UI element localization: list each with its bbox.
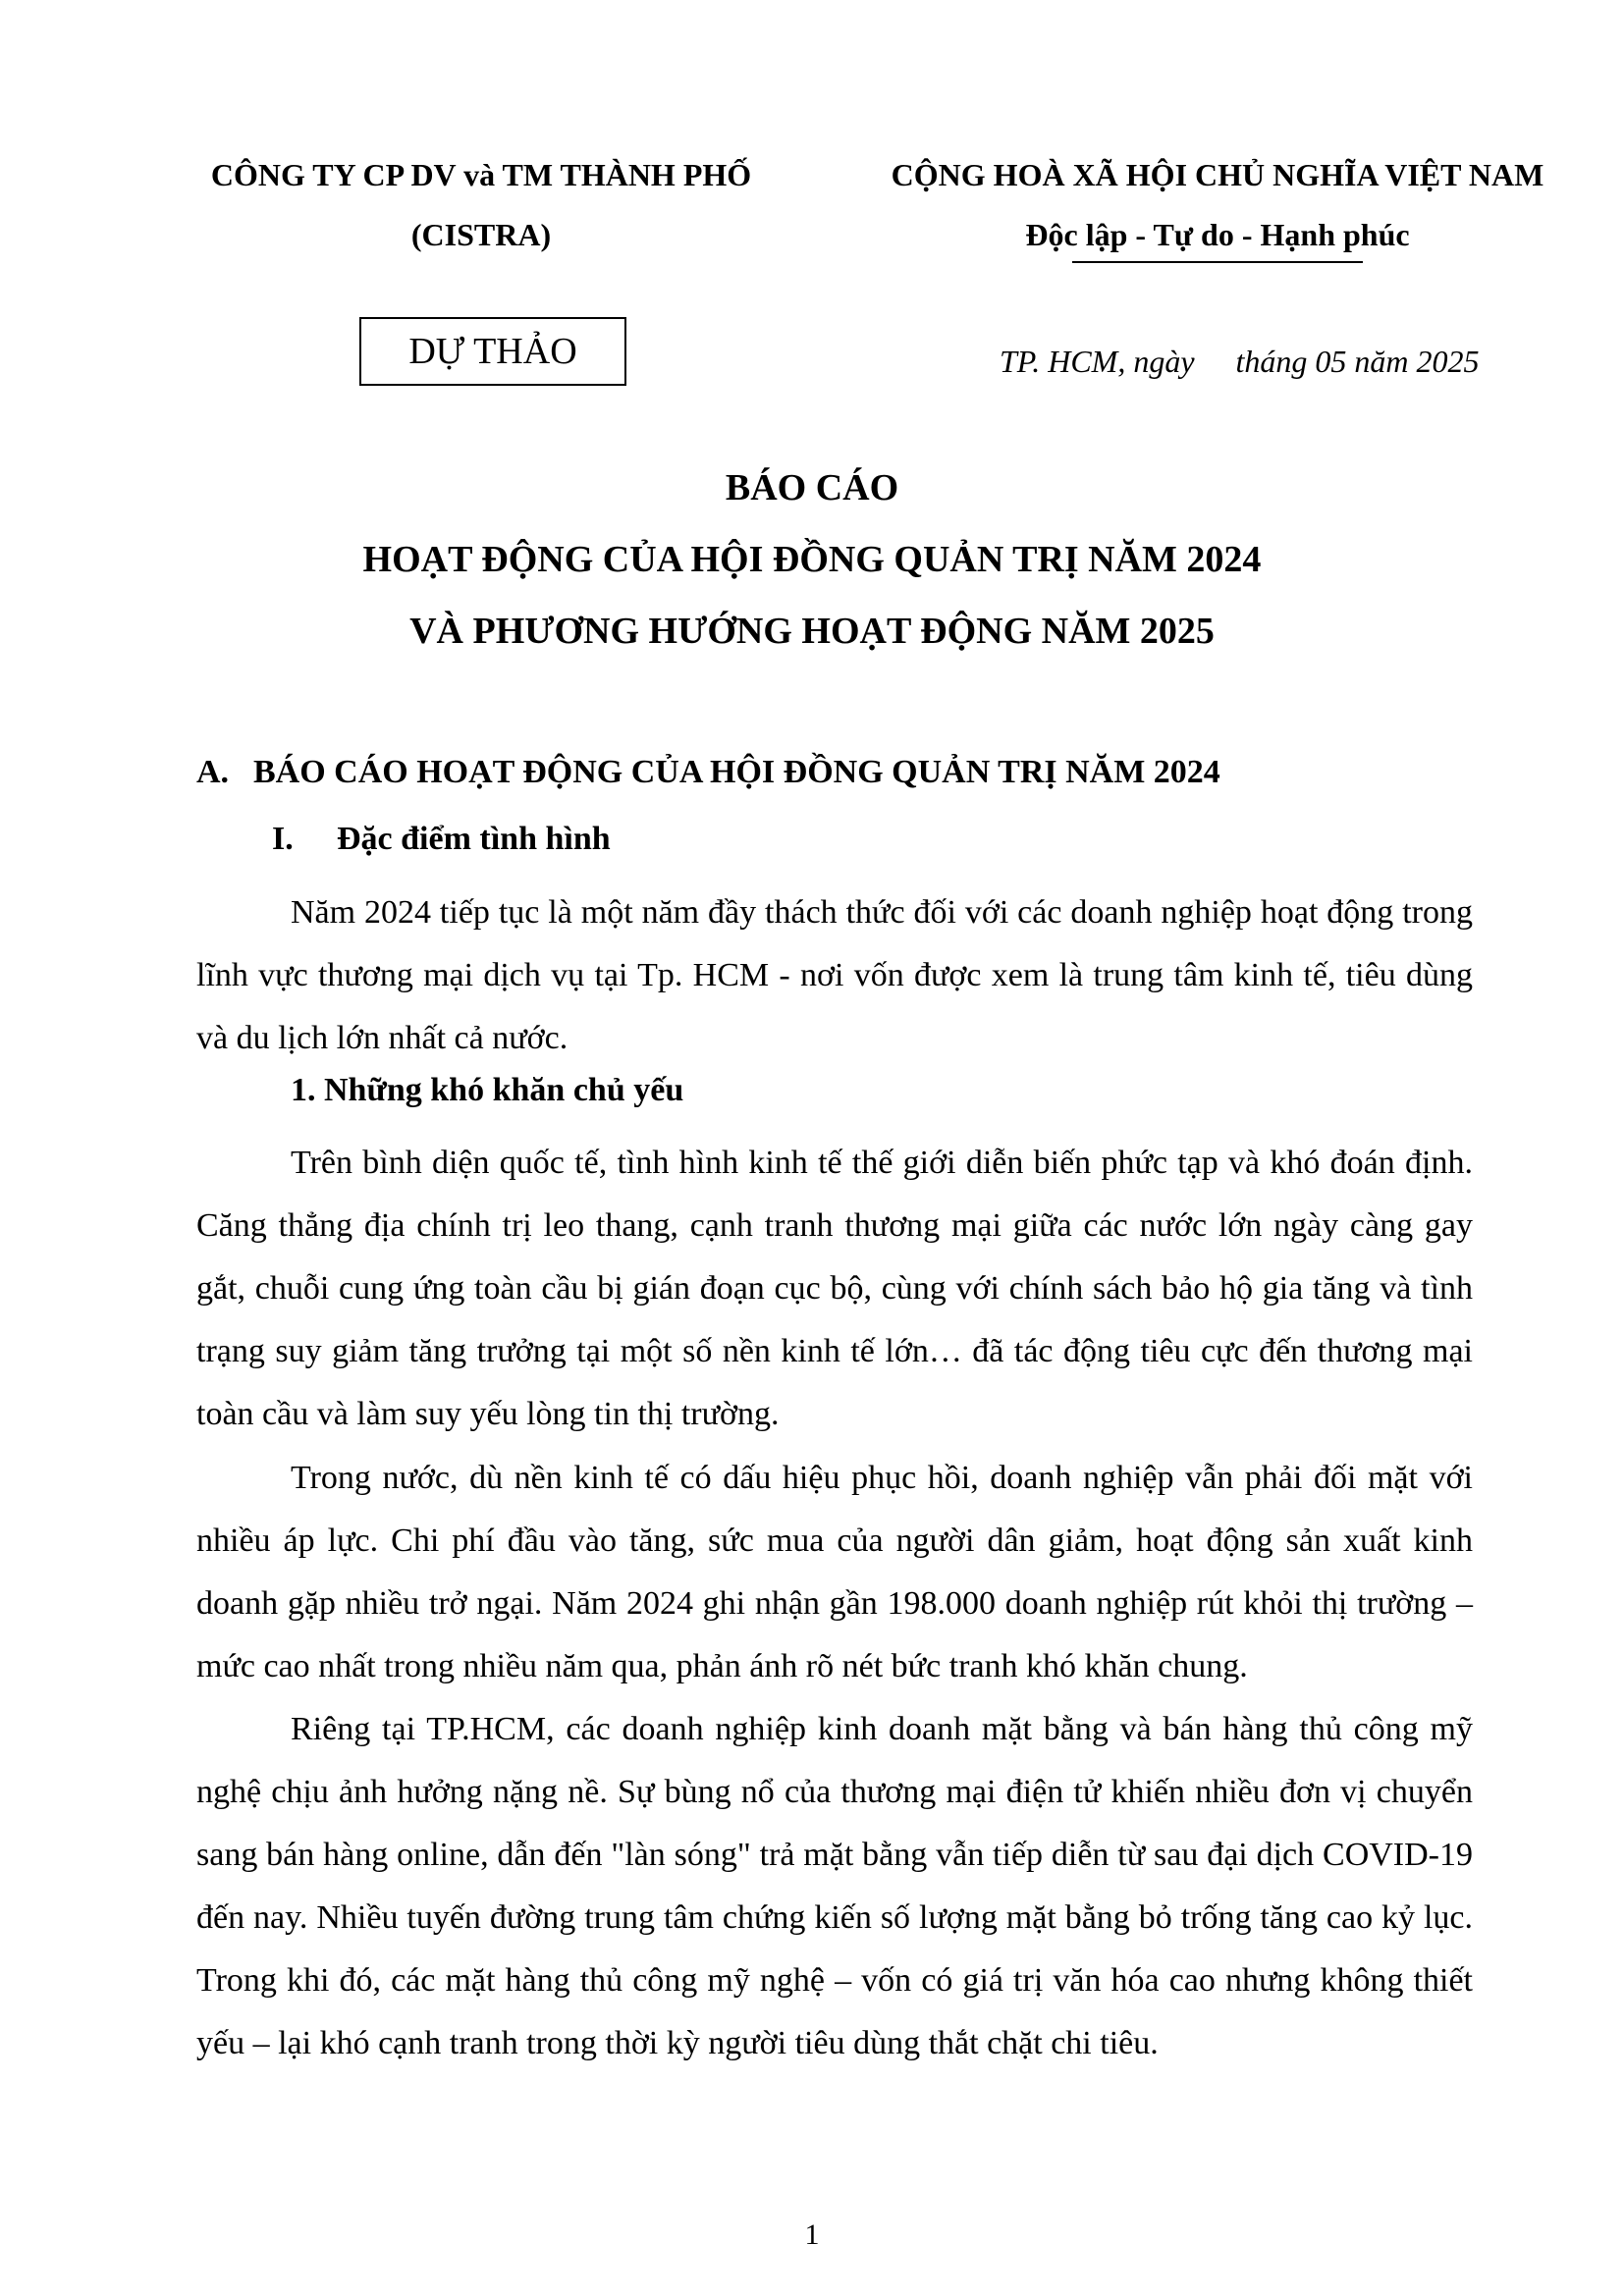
company-name: CÔNG TY CP DV và TM THÀNH PHỐ (210, 157, 752, 192)
document-date (1000, 344, 1480, 380)
report-title: BÁO CÁO (725, 467, 899, 508)
subsection-1-heading: 1. Những khó khăn chủ yếu (291, 1072, 684, 1108)
report-subtitle-line-1: HOẠT ĐỘNG CỦA HỘI ĐỒNG QUẢN TRỊ NĂM 2024 (362, 539, 1262, 580)
national-motto: Độc lập - Tự do - Hạnh phúc (1025, 217, 1410, 252)
page-number: 1 (804, 2218, 820, 2251)
section-a-title: BÁO CÁO HOẠT ĐỘNG CỦA HỘI ĐỒNG QUẢN TRỊ NĂM 2024 (253, 754, 1220, 790)
draft-label-box (359, 317, 626, 386)
section-i-marker: I. (272, 821, 294, 857)
company-abbreviation: (CISTRA) (410, 217, 552, 252)
section-i-heading (272, 821, 611, 858)
date-suffix: tháng 05 năm 2025 (1235, 344, 1480, 379)
paragraph-3: Trong nước, dù nền kinh tế có dấu hiệu phục hồi, doanh nghiệp vẫn phải đối mặt với nhiều áp lực. Chi phí đầu vào tăng, sức mua của người dân giảm, hoạt động sản xuất kinh doanh gặp nhiều trở ngại. Năm 2024 ghi nhận gần 198.000 doanh nghiệp rút khỏi thị trường – mức cao nhất trong nhiều năm qua, phản ánh rõ nét bức tranh khó khăn chung. (196, 1460, 1473, 1684)
paragraph-4: Riêng tại TP.HCM, các doanh nghiệp kinh doanh mặt bằng và bán hàng thủ công mỹ nghệ chịu ảnh hưởng nặng nề. Sự bùng nổ của thương mại điện tử khiến nhiều đơn vị chuyển sang bán hàng online, dẫn đến "làn sóng" trả mặt bằng vẫn tiếp diễn từ sau đại dịch COVID-19 đến nay. Nhiều tuyến đường trung tâm chứng kiến số lượng mặt bằng bỏ trống tăng cao kỷ lục. Trong khi đó, các mặt hàng thủ công mỹ nghệ – vốn có giá trị văn hóa cao nhưng không thiết yếu – lại khó cạnh tranh trong thời kỳ người tiêu dùng thắt chặt chi tiêu. (196, 1711, 1473, 2061)
section-i-title: Đặc điểm tình hình (337, 821, 611, 857)
paragraph-2: Trên bình diện quốc tế, tình hình kinh tế thế giới diễn biến phức tạp và khó đoán định. Căng thẳng địa chính trị leo thang, cạnh tranh thương mại giữa các nước lớn ngày càng gay gắt, chuỗi cung ứng toàn cầu bị gián đoạn cục bộ, cùng với chính sách bảo hộ gia tăng và tình trạng suy giảm tăng trưởng tại một số nền kinh tế lớn… đã tác động tiêu cực đến thương mại toàn cầu và làm suy yếu lòng tin thị trường. (196, 1145, 1473, 1432)
motto-underline (1072, 261, 1363, 263)
national-title: CỘNG HOÀ XÃ HỘI CHỦ NGHĨA VIỆT NAM (891, 157, 1544, 192)
date-prefix: TP. HCM, ngày (1000, 344, 1195, 379)
section-a-marker: A. (196, 754, 230, 790)
section-a-heading (196, 754, 1220, 791)
paragraph-1: Năm 2024 tiếp tục là một năm đầy thách thức đối với các doanh nghiệp hoạt động trong lĩnh vực thương mại dịch vụ tại Tp. HCM - nơi vốn được xem là trung tâm kinh tế, tiêu dùng và du lịch lớn nhất cả nước. (196, 894, 1473, 1056)
report-subtitle-line-2: VÀ PHƯƠNG HƯỚNG HOẠT ĐỘNG NĂM 2025 (409, 611, 1215, 652)
draft-label: DỰ THẢO (408, 331, 577, 372)
